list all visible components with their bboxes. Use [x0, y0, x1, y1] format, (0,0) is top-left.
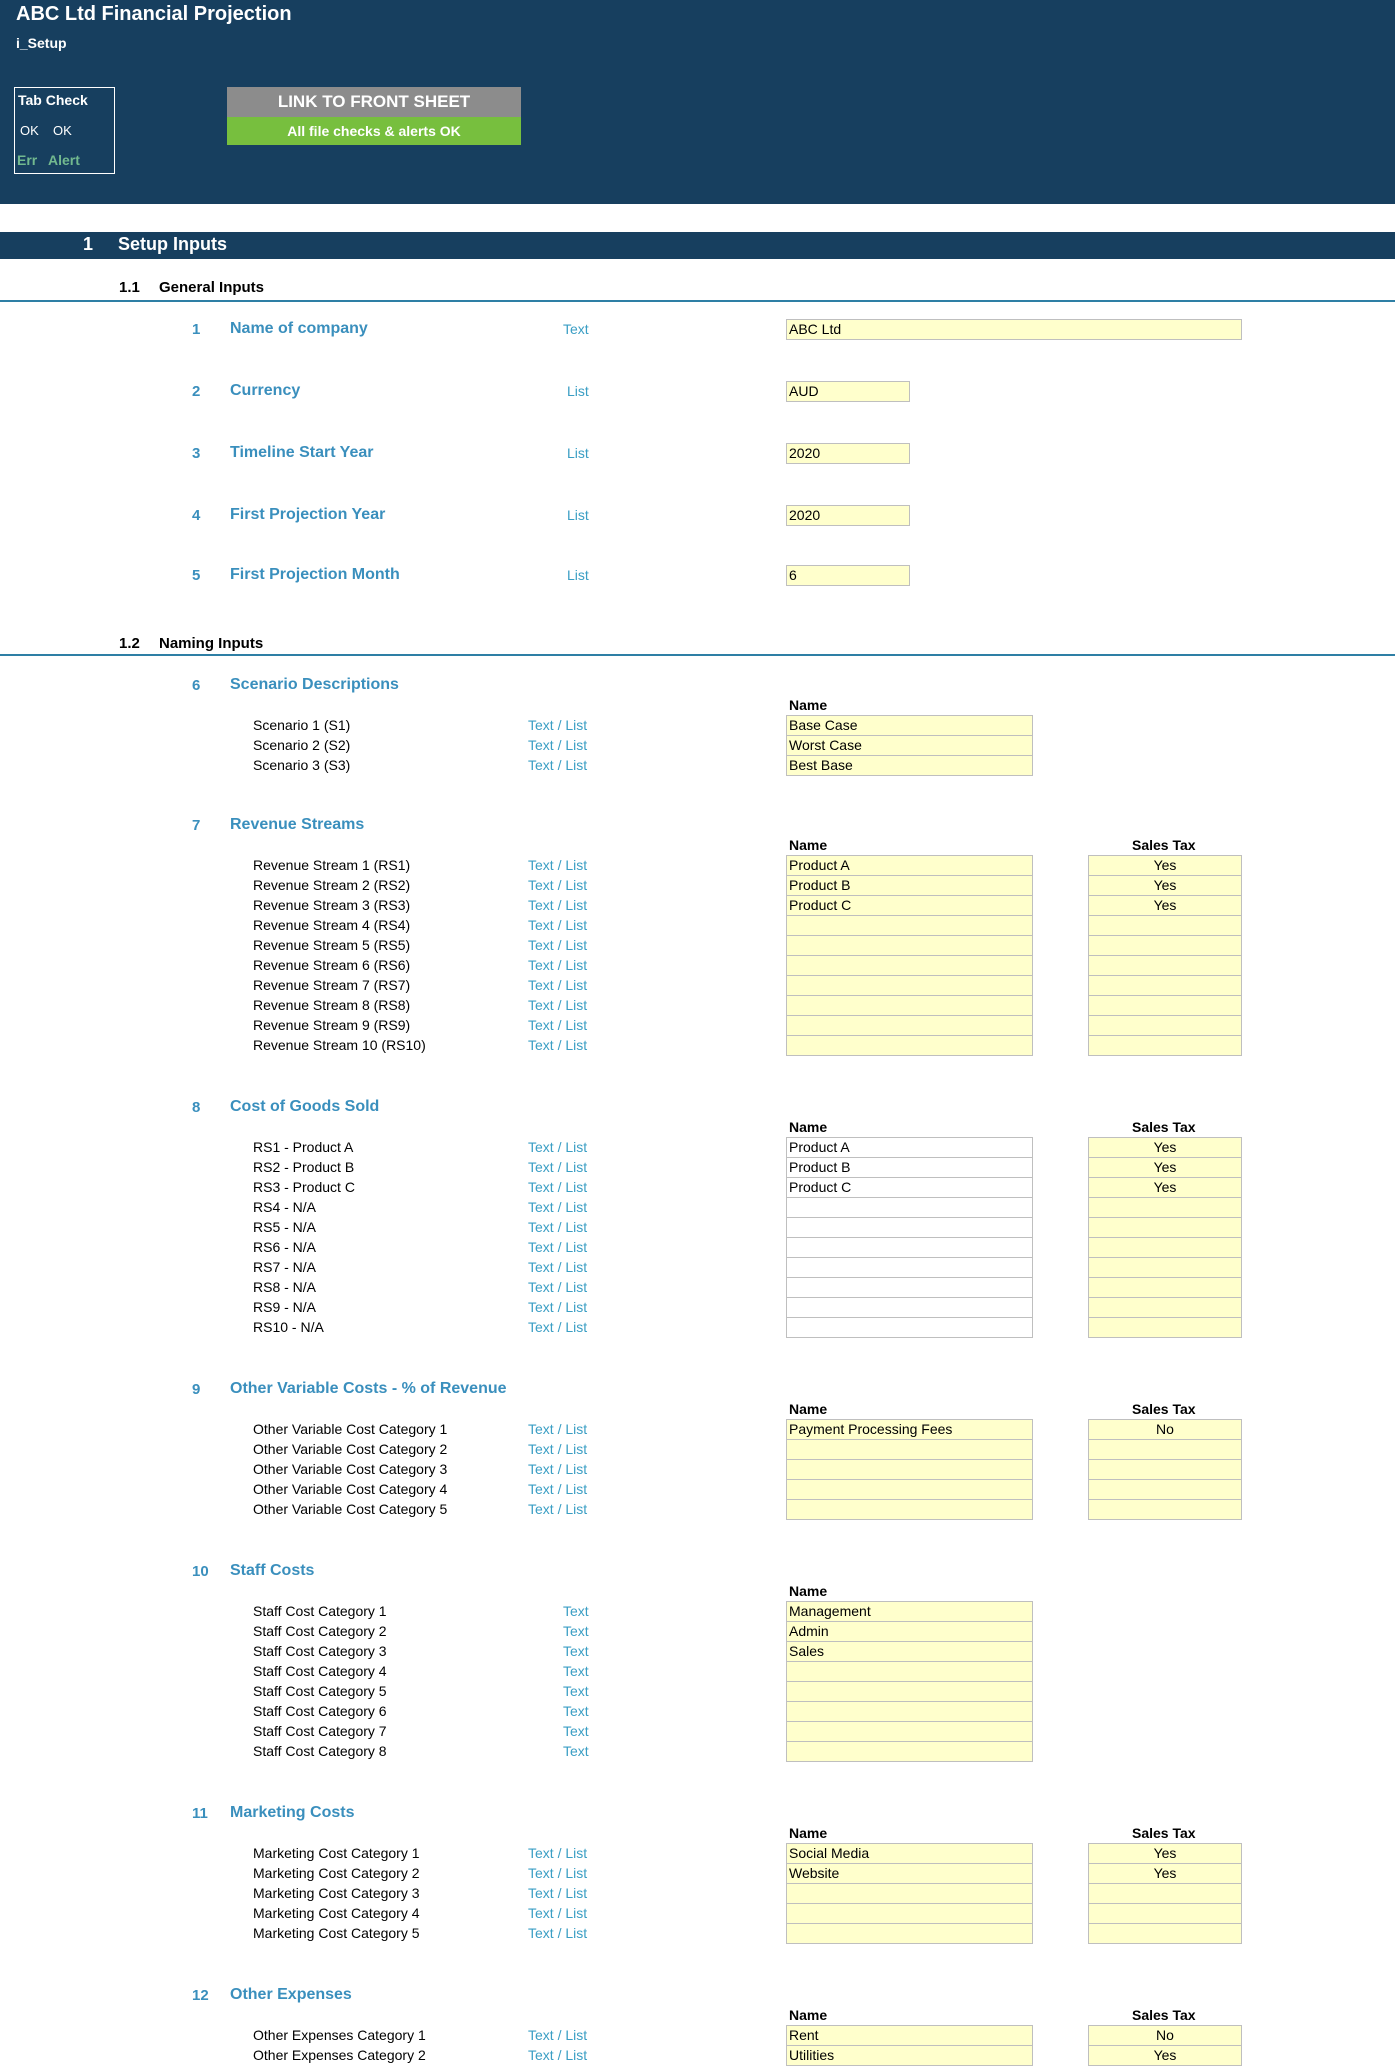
name-input-cell[interactable]: [786, 1903, 1033, 1924]
name-input-cell[interactable]: Social Media: [786, 1843, 1033, 1864]
sales-tax-cell[interactable]: [1088, 955, 1242, 976]
sales-tax-cell[interactable]: Yes: [1088, 1843, 1242, 1864]
question-number: 2: [192, 383, 201, 400]
input-type-hint: Text: [563, 321, 589, 337]
row-label: Other Expenses Category 2: [253, 2047, 426, 2063]
input-type-hint: Text / List: [528, 857, 588, 873]
row-label: Revenue Stream 3 (RS3): [253, 897, 411, 913]
sales-tax-cell[interactable]: Yes: [1088, 2045, 1242, 2066]
question-number: 8: [192, 1099, 201, 1116]
input-type-hint: Text / List: [528, 717, 588, 733]
row-label: Revenue Stream 8 (RS8): [253, 997, 411, 1013]
question-number: 1: [192, 321, 201, 338]
input-type-hint: List: [567, 567, 589, 583]
question-number: 6: [192, 677, 201, 694]
sales-tax-cell[interactable]: [1088, 1317, 1242, 1338]
row-label: Other Variable Cost Category 2: [253, 1441, 448, 1457]
name-input-cell[interactable]: [786, 1317, 1033, 1338]
name-input-cell[interactable]: [786, 1741, 1033, 1762]
question-number: 12: [192, 1987, 209, 2004]
sales-tax-cell[interactable]: [1088, 995, 1242, 1016]
name-input-cell[interactable]: [786, 1237, 1033, 1258]
input-type-hint: Text / List: [528, 937, 588, 953]
input-type-hint: Text / List: [528, 1905, 588, 1921]
row-label: Staff Cost Category 4: [253, 1663, 387, 1679]
question-label: Name of company: [230, 320, 368, 337]
block-title: Marketing Costs: [230, 1804, 355, 1821]
divider: [0, 300, 1395, 302]
row-label: Revenue Stream 2 (RS2): [253, 877, 411, 893]
input-type-hint: Text / List: [528, 997, 588, 1013]
row-label: Marketing Cost Category 3: [253, 1885, 420, 1901]
row-label: RS4 - N/A: [253, 1199, 317, 1215]
block-title: Revenue Streams: [230, 816, 365, 833]
name-input-cell[interactable]: [786, 975, 1033, 996]
name-column-header: Name: [789, 1119, 828, 1135]
subsection-number: 1.1: [119, 279, 140, 296]
name-input-cell[interactable]: [786, 1015, 1033, 1036]
row-label: Marketing Cost Category 5: [253, 1925, 420, 1941]
input-type-hint: Text / List: [528, 1441, 588, 1457]
name-input-cell[interactable]: Rent: [786, 2025, 1033, 2046]
tab-check-box: [14, 87, 115, 174]
row-label: RS3 - Product C: [253, 1179, 355, 1195]
sales-tax-cell[interactable]: No: [1088, 2025, 1242, 2046]
input-type-hint: Text / List: [528, 2047, 588, 2063]
name-input-cell[interactable]: Product B: [786, 1157, 1033, 1178]
sales-tax-cell[interactable]: [1088, 1883, 1242, 1904]
divider: [0, 654, 1395, 656]
input-type-hint: Text / List: [528, 1461, 588, 1477]
input-type-hint: Text / List: [528, 1199, 588, 1215]
input-type-hint: Text / List: [528, 1017, 588, 1033]
name-column-header: Name: [789, 2007, 828, 2023]
row-label: RS7 - N/A: [253, 1259, 317, 1275]
input-cell[interactable]: 6: [786, 565, 910, 586]
input-type-hint: Text / List: [528, 1239, 588, 1255]
sales-tax-column-header: Sales Tax: [1132, 1401, 1196, 1417]
file-check-status: All file checks & alerts OK: [227, 117, 521, 145]
name-input-cell[interactable]: Best Base: [786, 755, 1033, 776]
sales-tax-cell[interactable]: Yes: [1088, 1137, 1242, 1158]
name-input-cell[interactable]: [786, 995, 1033, 1016]
input-type-hint: Text / List: [528, 1279, 588, 1295]
input-type-hint: Text / List: [528, 1501, 588, 1517]
name-input-cell[interactable]: [786, 1197, 1033, 1218]
subsection-title: General Inputs: [159, 279, 265, 296]
input-type-hint: Text / List: [528, 877, 588, 893]
tab-check-ok-1: OK: [20, 123, 39, 138]
name-column-header: Name: [789, 697, 828, 713]
block-title: Other Variable Costs - % of Revenue: [230, 1380, 507, 1397]
input-type-hint: Text / List: [528, 1845, 588, 1861]
input-type-hint: Text / List: [528, 1037, 588, 1053]
name-input-cell[interactable]: [786, 915, 1033, 936]
row-label: Staff Cost Category 8: [253, 1743, 387, 1759]
name-column-header: Name: [789, 837, 828, 853]
sales-tax-cell[interactable]: No: [1088, 1419, 1242, 1440]
sales-tax-cell[interactable]: [1088, 1035, 1242, 1056]
name-input-cell[interactable]: [786, 1439, 1033, 1460]
input-type-hint: List: [567, 383, 589, 399]
input-type-hint: Text / List: [528, 1299, 588, 1315]
input-type-hint: Text / List: [528, 1865, 588, 1881]
row-label: Marketing Cost Category 1: [253, 1845, 420, 1861]
input-type-hint: Text / List: [528, 1421, 588, 1437]
sales-tax-cell[interactable]: Yes: [1088, 1177, 1242, 1198]
question-number: 10: [192, 1563, 209, 1580]
sales-tax-cell[interactable]: [1088, 1923, 1242, 1944]
row-label: Staff Cost Category 1: [253, 1603, 387, 1619]
row-label: Staff Cost Category 7: [253, 1723, 387, 1739]
section-number: 1: [83, 234, 94, 254]
sales-tax-cell[interactable]: [1088, 1257, 1242, 1278]
row-label: Other Variable Cost Category 3: [253, 1461, 448, 1477]
sales-tax-cell[interactable]: [1088, 1297, 1242, 1318]
sales-tax-column-header: Sales Tax: [1132, 2007, 1196, 2023]
tab-check-title: Tab Check: [18, 92, 88, 108]
row-label: Staff Cost Category 3: [253, 1643, 387, 1659]
name-column-header: Name: [789, 1825, 828, 1841]
row-label: Staff Cost Category 5: [253, 1683, 387, 1699]
input-type-hint: List: [567, 445, 589, 461]
input-type-hint: Text / List: [528, 737, 588, 753]
input-type-hint: Text: [563, 1723, 589, 1739]
input-type-hint: Text: [563, 1683, 589, 1699]
name-input-cell[interactable]: Utilities: [786, 2045, 1033, 2066]
input-cell[interactable]: AUD: [786, 381, 910, 402]
sales-tax-column-header: Sales Tax: [1132, 837, 1196, 853]
sales-tax-column-header: Sales Tax: [1132, 1825, 1196, 1841]
name-input-cell[interactable]: Admin: [786, 1621, 1033, 1642]
tab-check-ok-2: OK: [53, 123, 72, 138]
name-input-cell[interactable]: [786, 1479, 1033, 1500]
name-input-cell[interactable]: Sales: [786, 1641, 1033, 1662]
header-banner: [0, 0, 1395, 204]
name-input-cell[interactable]: Website: [786, 1863, 1033, 1884]
row-label: RS2 - Product B: [253, 1159, 355, 1175]
input-type-hint: Text / List: [528, 1219, 588, 1235]
input-type-hint: Text / List: [528, 1259, 588, 1275]
input-type-hint: Text: [563, 1623, 589, 1639]
subsection-title: Naming Inputs: [159, 635, 264, 652]
input-cell[interactable]: 2020: [786, 443, 910, 464]
input-type-hint: Text / List: [528, 1139, 588, 1155]
sales-tax-cell[interactable]: [1088, 915, 1242, 936]
block-title: Scenario Descriptions: [230, 676, 399, 693]
name-input-cell[interactable]: [786, 1883, 1033, 1904]
row-label: Revenue Stream 4 (RS4): [253, 917, 411, 933]
sales-tax-cell[interactable]: [1088, 1903, 1242, 1924]
name-input-cell[interactable]: Product A: [786, 855, 1033, 876]
input-type-hint: Text: [563, 1663, 589, 1679]
sales-tax-cell[interactable]: [1088, 1439, 1242, 1460]
question-number: 3: [192, 445, 201, 462]
question-number: 11: [192, 1805, 208, 1822]
input-type-hint: Text / List: [528, 1159, 588, 1175]
name-input-cell[interactable]: Management: [786, 1601, 1033, 1622]
tab-check-err: Err: [17, 152, 38, 168]
input-type-hint: Text / List: [528, 1179, 588, 1195]
input-type-hint: List: [567, 507, 589, 523]
row-label: RS8 - N/A: [253, 1279, 317, 1295]
row-label: Scenario 3 (S3): [253, 757, 351, 773]
sales-tax-cell[interactable]: [1088, 1459, 1242, 1480]
question-number: 5: [192, 567, 201, 584]
row-label: RS6 - N/A: [253, 1239, 317, 1255]
input-type-hint: Text / List: [528, 917, 588, 933]
sales-tax-cell[interactable]: [1088, 1277, 1242, 1298]
name-input-cell[interactable]: [786, 1661, 1033, 1682]
question-label: First Projection Month: [230, 566, 400, 583]
sales-tax-cell[interactable]: Yes: [1088, 875, 1242, 896]
sales-tax-cell[interactable]: Yes: [1088, 1863, 1242, 1884]
question-label: First Projection Year: [230, 506, 386, 523]
input-type-hint: Text / List: [528, 1925, 588, 1941]
name-input-cell[interactable]: [786, 1701, 1033, 1722]
sales-tax-cell[interactable]: [1088, 1015, 1242, 1036]
block-title: Other Expenses: [230, 1986, 352, 2003]
link-to-front-sheet-button[interactable]: LINK TO FRONT SHEET: [227, 87, 521, 117]
name-input-cell[interactable]: [786, 1721, 1033, 1742]
input-type-hint: Text / List: [528, 1885, 588, 1901]
sales-tax-cell[interactable]: [1088, 1499, 1242, 1520]
input-cell[interactable]: ABC Ltd: [786, 319, 1242, 340]
row-label: Scenario 2 (S2): [253, 737, 351, 753]
row-label: Revenue Stream 9 (RS9): [253, 1017, 411, 1033]
row-label: Marketing Cost Category 2: [253, 1865, 420, 1881]
name-input-cell[interactable]: [786, 1035, 1033, 1056]
name-input-cell[interactable]: [786, 955, 1033, 976]
row-label: Other Expenses Category 1: [253, 2027, 426, 2043]
name-input-cell[interactable]: [786, 1681, 1033, 1702]
row-label: Other Variable Cost Category 5: [253, 1501, 448, 1517]
row-label: Marketing Cost Category 4: [253, 1905, 420, 1921]
name-input-cell[interactable]: Product B: [786, 875, 1033, 896]
section-title: Setup Inputs: [118, 234, 227, 254]
question-number: 9: [192, 1381, 201, 1398]
row-label: Revenue Stream 5 (RS5): [253, 937, 411, 953]
sheet-name: i_Setup: [16, 35, 67, 51]
input-type-hint: Text: [563, 1703, 589, 1719]
question-label: Currency: [230, 382, 301, 399]
row-label: Other Variable Cost Category 4: [253, 1481, 448, 1497]
name-input-cell[interactable]: [786, 1257, 1033, 1278]
row-label: RS1 - Product A: [253, 1139, 354, 1155]
name-input-cell[interactable]: [786, 1459, 1033, 1480]
input-type-hint: Text / List: [528, 757, 588, 773]
row-label: RS9 - N/A: [253, 1299, 317, 1315]
name-column-header: Name: [789, 1401, 828, 1417]
question-number: 7: [192, 817, 201, 834]
name-input-cell[interactable]: Payment Processing Fees: [786, 1419, 1033, 1440]
sales-tax-cell[interactable]: [1088, 975, 1242, 996]
row-label: RS10 - N/A: [253, 1319, 324, 1335]
input-type-hint: Text / List: [528, 957, 588, 973]
input-type-hint: Text / List: [528, 977, 588, 993]
row-label: RS5 - N/A: [253, 1219, 317, 1235]
sales-tax-cell[interactable]: [1088, 1237, 1242, 1258]
input-cell[interactable]: 2020: [786, 505, 910, 526]
name-input-cell[interactable]: Base Case: [786, 715, 1033, 736]
input-type-hint: Text / List: [528, 897, 588, 913]
name-input-cell[interactable]: Product A: [786, 1137, 1033, 1158]
tab-check-alert: Alert: [48, 152, 80, 168]
name-input-cell[interactable]: [786, 1499, 1033, 1520]
block-title: Staff Costs: [230, 1562, 315, 1579]
sales-tax-cell[interactable]: Yes: [1088, 855, 1242, 876]
subsection-number: 1.2: [119, 635, 140, 652]
sales-tax-cell[interactable]: [1088, 935, 1242, 956]
name-input-cell[interactable]: [786, 935, 1033, 956]
question-number: 4: [192, 507, 201, 524]
row-label: Revenue Stream 10 (RS10): [253, 1037, 426, 1053]
question-label: Timeline Start Year: [230, 444, 374, 461]
name-input-cell[interactable]: Product C: [786, 1177, 1033, 1198]
row-label: Staff Cost Category 2: [253, 1623, 387, 1639]
name-column-header: Name: [789, 1583, 828, 1599]
app-title: ABC Ltd Financial Projection: [16, 3, 292, 25]
name-input-cell[interactable]: [786, 1217, 1033, 1238]
row-label: Staff Cost Category 6: [253, 1703, 387, 1719]
input-type-hint: Text: [563, 1743, 589, 1759]
name-input-cell[interactable]: [786, 1923, 1033, 1944]
input-type-hint: Text / List: [528, 1319, 588, 1335]
sales-tax-column-header: Sales Tax: [1132, 1119, 1196, 1135]
input-type-hint: Text: [563, 1603, 589, 1619]
sales-tax-cell[interactable]: Yes: [1088, 1157, 1242, 1178]
row-label: Revenue Stream 7 (RS7): [253, 977, 411, 993]
sales-tax-cell[interactable]: [1088, 1479, 1242, 1500]
input-type-hint: Text / List: [528, 2027, 588, 2043]
input-type-hint: Text / List: [528, 1481, 588, 1497]
sales-tax-cell[interactable]: Yes: [1088, 895, 1242, 916]
row-label: Other Variable Cost Category 1: [253, 1421, 448, 1437]
row-label: Revenue Stream 1 (RS1): [253, 857, 411, 873]
input-type-hint: Text: [563, 1643, 589, 1659]
sales-tax-cell[interactable]: [1088, 1197, 1242, 1218]
row-label: Scenario 1 (S1): [253, 717, 351, 733]
name-input-cell[interactable]: [786, 1297, 1033, 1318]
name-input-cell[interactable]: Worst Case: [786, 735, 1033, 756]
name-input-cell[interactable]: Product C: [786, 895, 1033, 916]
sales-tax-cell[interactable]: [1088, 1217, 1242, 1238]
name-input-cell[interactable]: [786, 1277, 1033, 1298]
row-label: Revenue Stream 6 (RS6): [253, 957, 411, 973]
block-title: Cost of Goods Sold: [230, 1098, 380, 1115]
